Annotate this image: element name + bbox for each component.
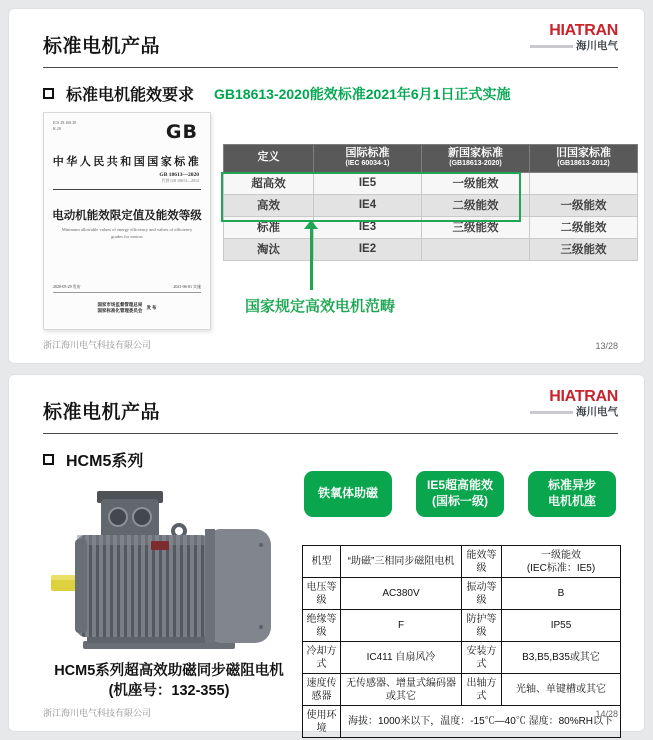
gb-logo: GB (165, 121, 198, 143)
gb-document-title: 电动机能效限定值及能效等级 (52, 210, 202, 222)
badge-ferrite-assist: 铁氧体助磁 (304, 471, 392, 517)
company-logo (530, 23, 618, 53)
efficiency-table (223, 144, 637, 261)
company-logo (530, 389, 618, 419)
gb-cover-rule (53, 189, 201, 190)
logo-underline (530, 45, 573, 48)
col-old-national-standard: 旧国家标准 (GB18613-2012) (530, 145, 638, 173)
motor-illustration (47, 485, 279, 657)
gb-issue-date: 2020-05-29 发布 (53, 284, 81, 289)
page-title: 标准电机产品 (43, 36, 161, 57)
spec-row: 电压等级 AC380V 振动等级 B (303, 578, 621, 610)
section-heading (43, 82, 510, 105)
caption-line-1: HCM5系列超高效助磁同步磁阻电机 (54, 663, 284, 679)
gb-standard-cover (43, 112, 211, 330)
slide-14 (8, 374, 645, 732)
table-row: 高效 IE4 二级能效 一级能效 (224, 194, 638, 216)
header-divider (43, 67, 618, 68)
bullet-square-icon (43, 88, 54, 99)
col-new-national-standard: 新国家标准 (GB18613-2020) (422, 145, 530, 173)
gb-implementation-date: 2021-06-01 实施 (173, 284, 201, 289)
product-caption (23, 661, 315, 702)
footer-company: 浙江海川电气科技有限公司 (43, 340, 152, 350)
gb-english-subtitle: Minimum allowable values of energy efficiency and values of efficiency grades for motors (61, 227, 193, 239)
spec-row: 冷却方式 IC411 自扇风冷 安装方式 B3,B5,B35或其它 (303, 642, 621, 674)
col-international-standard: 国际标准 (IEC 60034-1) (314, 145, 422, 173)
gb-ics-code: ICS 29.160.30 K 20 (53, 120, 77, 131)
table-header-row (224, 145, 638, 173)
section-label: HCM5系列 (66, 453, 144, 470)
section-note: GB18613-2020能效标准2021年6月1日正式实施 (214, 85, 511, 102)
header-divider (43, 433, 618, 434)
highlight-annotation: 国家规定高效电机范畴 (245, 298, 396, 315)
caption-line-2: (机座号：132-355) (108, 683, 230, 700)
badge-ie5-efficiency: IE5超高能效 (国标一级) (416, 471, 504, 517)
logo-chinese-text: 海川电气 (576, 40, 618, 52)
logo-chinese-text: 海川电气 (576, 406, 618, 418)
gb-national-standard-title: 中华人民共和国国家标准 (52, 156, 202, 168)
arrow-line (310, 228, 313, 290)
feature-badges (304, 471, 616, 517)
footer-company: 浙江海川电气科技有限公司 (43, 708, 152, 718)
spec-row: 机型 “助磁”三相同步磁阻电机 能效等级 一级能效 (IEC标准：IE5) (303, 546, 621, 578)
logo-brand-text: HIATRAN (549, 388, 618, 405)
spec-row: 绝缘等级 F 防护等级 IP55 (303, 610, 621, 642)
bullet-square-icon (43, 454, 54, 465)
spec-row: 速度传感器 无传感器、增量式编码器或其它 出轴方式 光轴、单键槽或其它 (303, 674, 621, 706)
page-number: 13/28 (595, 341, 618, 351)
section-label: 标准电机能效要求 (66, 87, 195, 104)
gb-standard-number: GB 18613—2020 代替 GB 18613—2012 (159, 172, 199, 183)
spec-table (302, 545, 620, 738)
table-row: 标准 IE3 三级能效 二级能效 (224, 216, 638, 238)
badge-standard-frame: 标准异步 电机机座 (528, 471, 616, 517)
motor-photo (47, 485, 279, 657)
spec-row: 使用环境 海拔：1000米以下，温度：-15℃—40℃ 湿度：80%RH以下 (303, 706, 621, 738)
col-definition: 定义 (224, 145, 314, 173)
table-row: 淘汰 IE2 三级能效 (224, 238, 638, 260)
logo-underline (530, 411, 573, 414)
gb-issuers: 国家市场监督管理总局 国家标准化管理委员会 发 布 (97, 301, 157, 314)
page-number: 14/28 (595, 709, 618, 719)
page-title: 标准电机产品 (43, 402, 161, 423)
logo-brand-text: HIATRAN (549, 22, 618, 39)
table-row: 超高效 IE5 一级能效 (224, 172, 638, 194)
gb-dates (53, 284, 201, 293)
section-heading (43, 448, 143, 471)
slide-13 (8, 8, 645, 364)
